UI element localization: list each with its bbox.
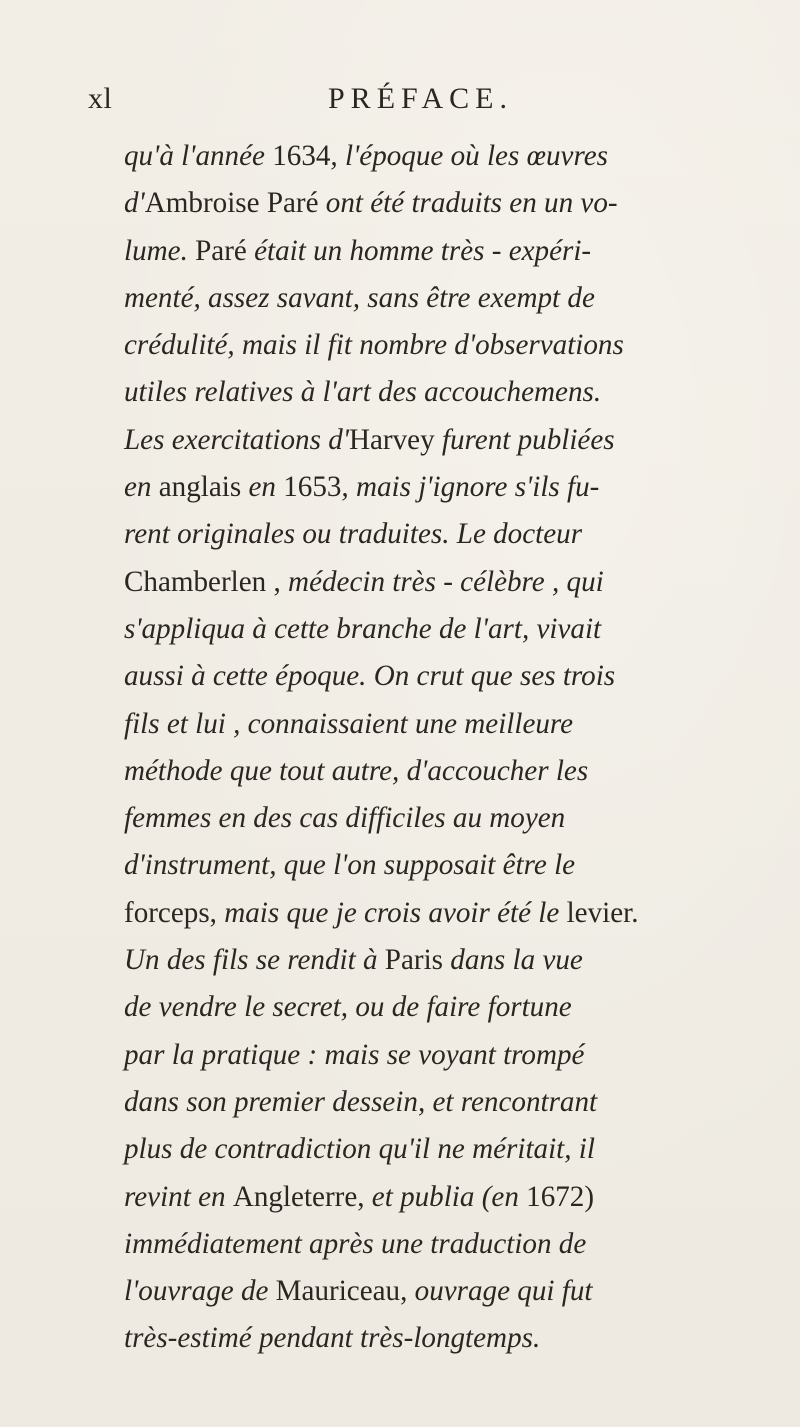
- body-text: [124, 132, 784, 1362]
- text-line: [124, 558, 764, 605]
- text-segment: ouvrage qui fut: [414, 1274, 593, 1308]
- text-segment: revint en: [124, 1179, 233, 1213]
- text-segment: s'appliqua à cette branche de l'art, vivait: [124, 611, 602, 645]
- text-line: [124, 1031, 764, 1078]
- text-segment: Harvey: [348, 422, 442, 456]
- text-line: [124, 794, 764, 841]
- text-segment: levier.: [566, 895, 639, 929]
- text-segment: mais que je crois avoir été le: [224, 895, 567, 929]
- text-line: [124, 1125, 764, 1172]
- text-segment: 1634: [272, 139, 331, 172]
- text-line: [124, 747, 764, 794]
- text-segment: plus de contradiction qu'il ne méritait, il: [124, 1132, 595, 1166]
- text-segment: aussi à cette époque. On crut que ses trois: [124, 659, 616, 693]
- running-head: PRÉFACE.: [328, 82, 513, 115]
- text-segment: méthode que tout autre, d'accoucher les: [124, 753, 589, 787]
- text-line: [124, 274, 764, 321]
- text-segment: 1653: [283, 470, 342, 504]
- text-line: [124, 1078, 764, 1125]
- text-segment: qu'à l'année: [124, 139, 273, 172]
- text-segment: immédiatement après une traduction de: [124, 1226, 587, 1260]
- text-segment: médecin très - célèbre , qui: [288, 564, 604, 598]
- text-segment: , mais j'ignore s'ils fu-: [341, 470, 600, 504]
- text-line: [124, 700, 764, 747]
- text-segment: furent publiées: [441, 422, 615, 456]
- text-segment: et publia (en: [371, 1179, 527, 1213]
- text-segment: dans son premier dessein, et rencontrant: [124, 1084, 598, 1118]
- text-line: [124, 227, 764, 274]
- text-line: [124, 132, 764, 179]
- text-segment: , l'époque où les œuvres: [330, 139, 608, 172]
- text-line: [124, 368, 764, 415]
- text-segment: d'instrument, que l'on supposait être le: [124, 848, 576, 882]
- text-segment: rent originales ou traduites. Le docteur: [124, 517, 583, 551]
- text-line: [124, 936, 764, 983]
- text-line: [124, 321, 764, 368]
- text-segment: Angleterre,: [232, 1179, 372, 1213]
- text-segment: ont été traduits en un vo-: [325, 186, 618, 220]
- text-line: [124, 983, 764, 1030]
- text-segment: Les exercitations d': [124, 422, 349, 456]
- text-line: [124, 1267, 764, 1314]
- text-segment: Ambroise Paré: [144, 186, 326, 220]
- text-segment: Mauriceau,: [275, 1274, 415, 1308]
- text-line: [124, 416, 764, 463]
- text-line: [124, 1314, 764, 1361]
- text-segment: Chamberlen ,: [124, 564, 289, 598]
- text-line: [124, 1173, 764, 1220]
- text-segment: crédulité, mais il fit nombre d'observations: [124, 328, 624, 362]
- text-segment: en: [124, 470, 159, 504]
- page-header: [88, 78, 728, 118]
- text-line: [124, 605, 764, 652]
- text-line: [124, 841, 764, 888]
- text-line: [124, 652, 764, 699]
- text-segment: l'ouvrage de: [124, 1274, 276, 1308]
- text-segment: dans la vue: [450, 943, 583, 977]
- text-segment: 1672): [526, 1179, 595, 1213]
- text-segment: très-estimé pendant très-longtemps.: [124, 1321, 541, 1355]
- text-line: [124, 179, 764, 226]
- text-segment: Paris: [384, 943, 451, 977]
- text-line: [124, 463, 764, 510]
- text-segment: menté, assez savant, sans être exempt de: [124, 280, 595, 314]
- text-segment: était un homme très - expéri-: [254, 233, 592, 267]
- text-segment: forceps,: [124, 895, 225, 929]
- text-segment: femmes en des cas difficiles au moyen: [124, 801, 566, 835]
- text-line: [124, 889, 764, 936]
- text-segment: anglais: [158, 470, 249, 504]
- text-segment: par la pratique : mais se voyant trompé: [124, 1037, 585, 1071]
- text-line: [124, 510, 764, 557]
- text-segment: en: [248, 470, 284, 504]
- text-segment: lume.: [124, 233, 196, 267]
- text-segment: utiles relatives à l'art des accouchemens.: [124, 375, 602, 409]
- text-segment: fils et lui , connaissaient une meilleure: [124, 706, 574, 740]
- text-line: [124, 1220, 764, 1267]
- text-segment: de vendre le secret, ou de faire fortune: [124, 990, 572, 1024]
- text-segment: d': [124, 186, 145, 220]
- text-segment: Un des fils se rendit à: [124, 943, 385, 977]
- page-number: xl: [88, 82, 113, 115]
- text-segment: Paré: [195, 233, 255, 267]
